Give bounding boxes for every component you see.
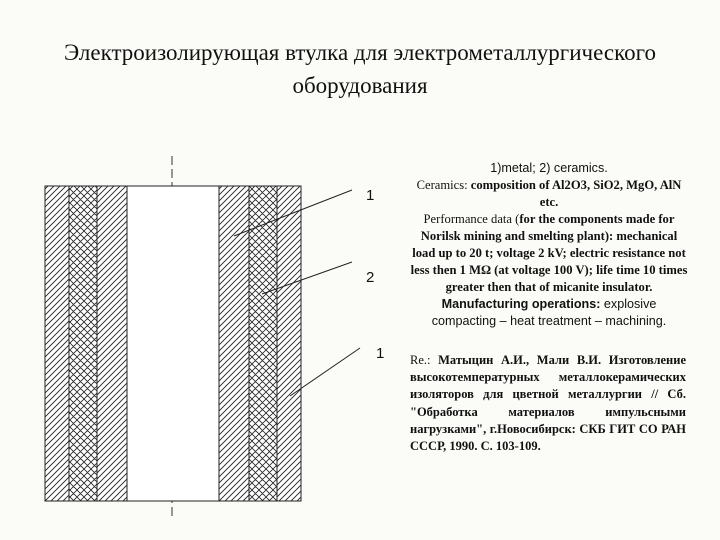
legend-text: 1)metal; 2) ceramics. — [490, 161, 608, 175]
ceramics-paragraph — [410, 177, 688, 211]
ceramics-composition: composition of Al2O3, SiO2, MgO, AlN etc. — [470, 178, 682, 209]
reference-text: Матыцин А.И., Мали В.И. Изготовление высокотемпературных металлокерамических изоляторов для цветной металлургии // Сб. "Обработка материалов импульсными нагрузками", г.Новосибирск: СКБ ГИТ СО РАН СССР, 1990. С. 103-109. — [410, 353, 686, 454]
reference-label: Re.: — [410, 353, 431, 367]
manufacturing-paragraph — [410, 296, 688, 330]
left-metal-inner-layer — [97, 186, 127, 501]
performance-text: for the components made for Norilsk mining and smelting plant): mechanical load up to 20 t; voltage 2 kV; electric resistance not less then 1 MΩ (at voltage 100 V); life time 10 times greater then that of micanite insulator. — [410, 212, 688, 294]
callout-1-metal-lower: 1 — [376, 345, 385, 362]
performance-paragraph — [410, 211, 688, 296]
slide-title-line-1: Электроизолирующая втулка для электрометаллургического — [64, 40, 656, 65]
manufacturing-text: explosive compacting – heat treatment – machining. — [431, 297, 667, 328]
left-ceramic-layer — [69, 186, 97, 501]
slide-title-line-2: оборудования — [292, 73, 428, 98]
central-bore — [127, 186, 219, 501]
callout-1-metal: 1 — [366, 187, 375, 204]
ceramics-label: Ceramics: — [416, 178, 471, 192]
right-metal-layer — [277, 186, 301, 501]
callout-2-ceramics: 2 — [366, 269, 375, 286]
performance-label: Performance data ( — [423, 212, 520, 226]
reference-block — [410, 352, 686, 455]
right-ceramic-layer — [249, 186, 277, 501]
manufacturing-label: Manufacturing operations: — [441, 297, 601, 311]
description-block — [410, 160, 688, 330]
right-metal-inner-layer — [219, 186, 249, 501]
left-metal-layer — [45, 186, 69, 501]
